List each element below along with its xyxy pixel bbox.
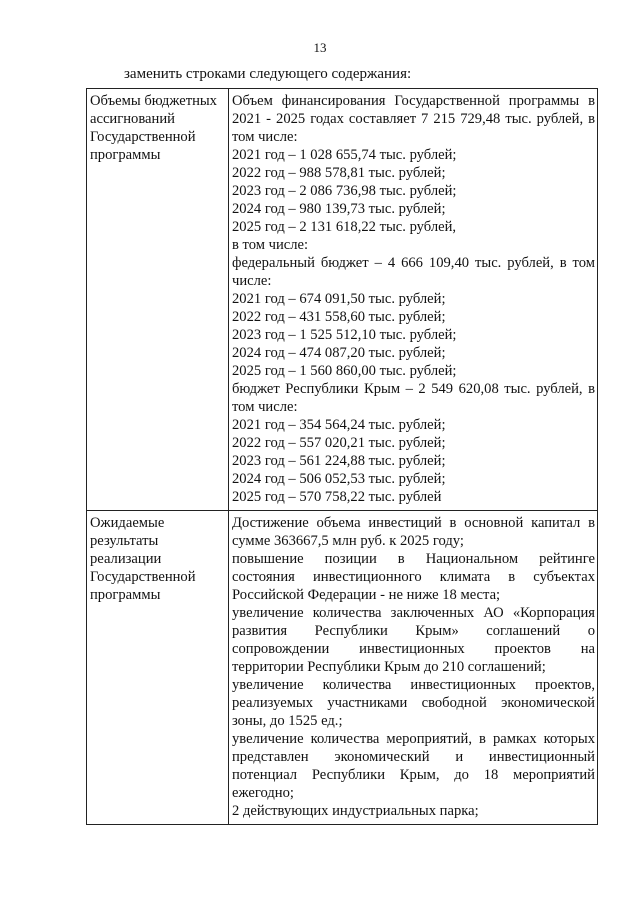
row-label-line: Ожидаемые: [90, 515, 165, 531]
content-line: 2022 год – 557 020,21 тыс. рублей;: [232, 435, 446, 451]
content-line: увеличение количества мероприятий, в рамках которых: [232, 731, 595, 747]
intro-text: заменить строками следующего содержания:: [124, 66, 412, 82]
content-line: представлен экономический и инвестиционный: [232, 749, 595, 765]
row-label-line: ассигнований: [90, 111, 175, 127]
row-label-cell: [87, 89, 229, 511]
content-line: 2025 год – 570 758,22 тыс. рублей: [232, 489, 442, 505]
content-line: 2023 год – 2 086 736,98 тыс. рублей;: [232, 183, 457, 199]
content-line: 2021 - 2025 годах составляет 7 215 729,48 тыс. рублей, в: [232, 111, 595, 127]
content-line: 2024 год – 980 139,73 тыс. рублей;: [232, 201, 446, 217]
page-number: 13: [313, 40, 327, 55]
row-label-line: программы: [90, 147, 161, 163]
content-line: потенциал Республики Крым, до 18 мероприятий: [232, 767, 595, 783]
content-line: территории Республики Крым до 210 соглашений;: [232, 659, 546, 675]
content-line: Объем финансирования Государственной программы в: [232, 93, 595, 109]
content-line: 2025 год – 1 560 860,00 тыс. рублей;: [232, 363, 457, 379]
row-label-line: результаты: [90, 533, 159, 549]
content-line: увеличение количества заключенных АО «Корпорация: [232, 605, 595, 621]
content-line: реализуемых участниками свободной экономической: [232, 695, 595, 711]
table-row: [87, 89, 598, 511]
content-line: зоны, до 1525 ед.;: [232, 713, 343, 729]
content-line: 2023 год – 1 525 512,10 тыс. рублей;: [232, 327, 457, 343]
content-line: бюджет Республики Крым – 2 549 620,08 тыс. рублей, в: [232, 381, 595, 397]
content-line: развития Республики Крым» соглашений о: [232, 623, 595, 639]
content-line: 2021 год – 1 028 655,74 тыс. рублей;: [232, 147, 457, 163]
row-label-cell: [87, 511, 229, 825]
row-label-line: Государственной: [90, 569, 196, 585]
row-content-cell: [229, 511, 598, 825]
content-line: состояния инвестиционного климата в субъектах: [232, 569, 595, 585]
content-line: том числе:: [232, 129, 298, 145]
content-line: повышение позиции в Национальном рейтинге: [232, 551, 595, 567]
row-label-line: Государственной: [90, 129, 196, 145]
content-line: Российской Федерации - не ниже 18 места;: [232, 587, 501, 603]
content-line: увеличение количества инвестиционных проектов,: [232, 677, 595, 693]
row-label-line: реализации: [90, 551, 162, 567]
content-line: 2022 год – 988 578,81 тыс. рублей;: [232, 165, 446, 181]
content-line: 2021 год – 674 091,50 тыс. рублей;: [232, 291, 446, 307]
content-line: числе:: [232, 273, 272, 289]
row-label-line: программы: [90, 587, 161, 603]
content-line: том числе:: [232, 399, 298, 415]
content-line: сумме 363667,5 млн руб. к 2025 году;: [232, 533, 464, 549]
content-line: 2024 год – 506 052,53 тыс. рублей;: [232, 471, 446, 487]
row-label-line: Объемы бюджетных: [90, 93, 217, 109]
content-line: 2021 год – 354 564,24 тыс. рублей;: [232, 417, 446, 433]
content-line: 2022 год – 431 558,60 тыс. рублей;: [232, 309, 446, 325]
content-line: ежегодно;: [232, 785, 294, 801]
row-content-cell: [229, 89, 598, 511]
content-line: 2025 год – 2 131 618,22 тыс. рублей,: [232, 219, 457, 235]
content-line: 2 действующих индустриальных парка;: [232, 803, 479, 819]
content-line: Достижение объема инвестиций в основной капитал в: [232, 515, 595, 531]
content-line: сопровождении инвестиционных проектов на: [232, 641, 595, 657]
content-line: 2023 год – 561 224,88 тыс. рублей;: [232, 453, 446, 469]
content-line: в том числе:: [232, 237, 309, 253]
content-line: 2024 год – 474 087,20 тыс. рублей;: [232, 345, 446, 361]
program-table: [86, 88, 598, 825]
content-line: федеральный бюджет – 4 666 109,40 тыс. рублей, в том: [232, 255, 595, 271]
table-row: [87, 511, 598, 825]
